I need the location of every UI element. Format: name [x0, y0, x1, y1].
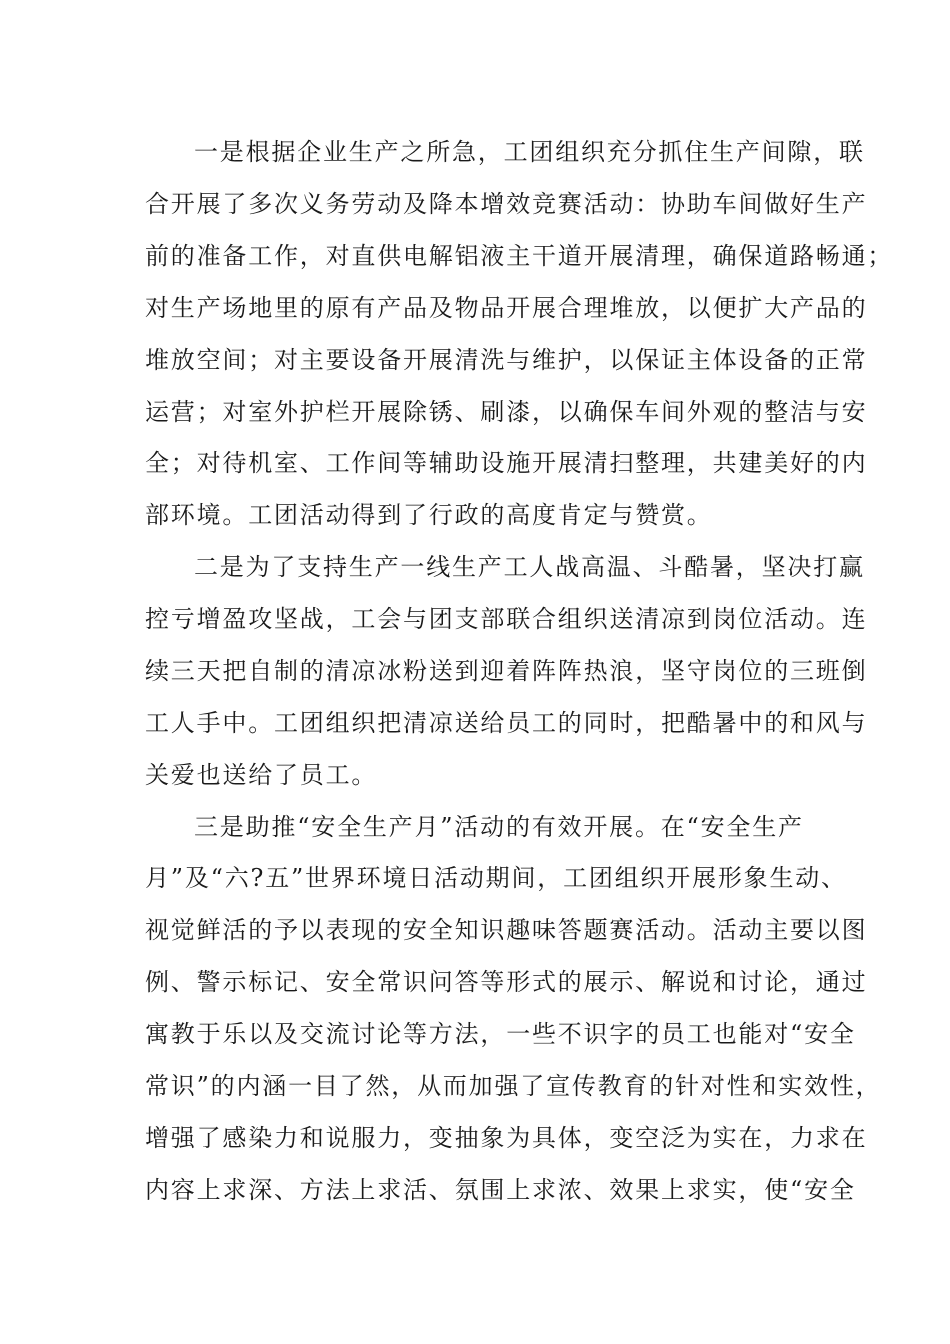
text-line: 寓教于乐以及交流讨论等方法，一些不识字的员工也能对“安全 [145, 1020, 856, 1048]
text-line: 视觉鲜活的予以表现的安全知识趣味答题赛活动。活动主要以图 [145, 916, 868, 944]
text-line: 月”及“六?五”世界环境日活动期间，工团组织开展形象生动、 [145, 864, 847, 892]
text-line: 二是为了支持生产一线生产工人战高温、斗酷暑，坚决打赢 [194, 553, 865, 581]
text-line: 合开展了多次义务劳动及降本增效竞赛活动：协助车间做好生产 [145, 190, 868, 218]
text-line: 前的准备工作，对直供电解铝液主干道开展清理，确保道路畅通； [145, 242, 894, 270]
text-line: 增强了感染力和说服力，变抽象为具体，变空泛为实在，力求在 [145, 1124, 868, 1152]
text-line: 运营；对室外护栏开展除锈、刷漆，以确保车间外观的整洁与安 [145, 398, 868, 426]
text-line: 控亏增盈攻坚战，工会与团支部联合组织送清凉到岗位活动。连 [145, 605, 868, 633]
text-line: 工人手中。工团组织把清凉送给员工的同时，把酷暑中的和风与 [145, 709, 868, 737]
text-line: 对生产场地里的原有产品及物品开展合理堆放，以便扩大产品的 [145, 294, 868, 322]
text-line: 常识”的内涵一目了然，从而加强了宣传教育的针对性和实效性， [145, 1072, 882, 1100]
text-line: 一是根据企业生产之所急，工团组织充分抓住生产间隙，联 [194, 138, 865, 166]
text-line: 部环境。工团活动得到了行政的高度肯定与赞赏。 [145, 501, 713, 529]
text-line: 三是助推“安全生产月”活动的有效开展。在“安全生产 [194, 813, 804, 841]
text-line: 关爱也送给了员工。 [145, 761, 378, 789]
text-line: 堆放空间；对主要设备开展清洗与维护，以保证主体设备的正常 [145, 346, 868, 374]
text-line: 续三天把自制的清凉冰粉送到迎着阵阵热浪，坚守岗位的三班倒 [145, 657, 868, 685]
text-line: 内容上求深、方法上求活、氛围上求浓、效果上求实，使“安全 [145, 1176, 856, 1204]
text-line: 例、警示标记、安全常识问答等形式的展示、解说和讨论，通过 [145, 968, 868, 996]
text-line: 全；对待机室、工作间等辅助设施开展清扫整理，共建美好的内 [145, 449, 868, 477]
